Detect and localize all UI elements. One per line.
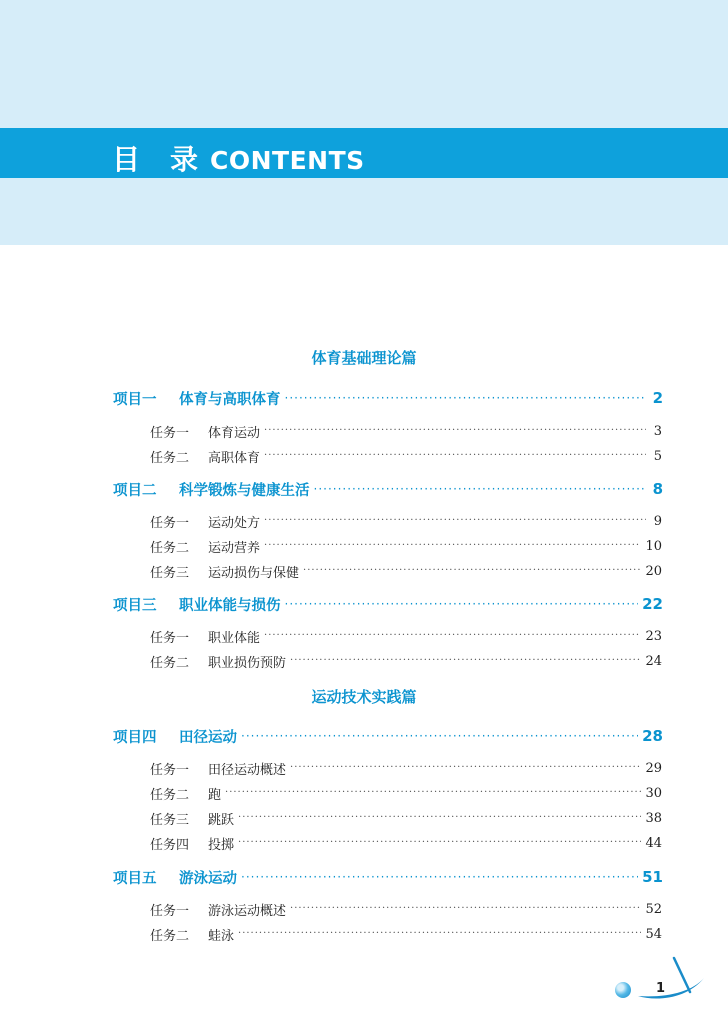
task-page: 3 [653, 423, 662, 439]
task-page: 44 [645, 835, 662, 851]
task-page: 24 [645, 653, 662, 669]
task-label: 任务二 [150, 787, 190, 803]
dot-leader [241, 871, 638, 883]
task-name: 运动处方 [208, 515, 261, 531]
task-name: 运动营养 [208, 540, 261, 556]
project-page: 8 [652, 480, 663, 498]
toc-task-row[interactable] [150, 626, 662, 646]
task-page: 52 [645, 901, 662, 917]
title-en: CONTENTS [210, 146, 365, 175]
dot-leader [264, 426, 646, 436]
dot-leader [285, 392, 646, 404]
task-name: 投掷 [208, 837, 235, 853]
dot-leader [314, 483, 646, 495]
task-label: 任务一 [150, 903, 190, 919]
task-name: 职业损伤预防 [208, 655, 287, 671]
project-name: 体育与高职体育 [179, 391, 281, 408]
project-name: 田径运动 [179, 729, 237, 746]
project-page: 51 [642, 868, 663, 886]
dot-leader [264, 451, 646, 461]
dot-leader [238, 929, 641, 939]
dot-leader [285, 598, 639, 610]
project-page: 22 [642, 595, 663, 613]
task-label: 任务一 [150, 762, 190, 778]
dot-leader [264, 516, 646, 526]
task-name: 体育运动 [208, 425, 261, 441]
toc-project-row[interactable] [113, 866, 663, 888]
section-title: 体育基础理论篇 [311, 349, 417, 367]
toc-task-row[interactable] [150, 783, 662, 803]
task-name: 跑 [208, 787, 222, 803]
project-label: 项目三 [113, 597, 157, 614]
toc-task-row[interactable] [150, 511, 662, 531]
dot-leader [290, 904, 641, 914]
toc-task-row[interactable] [150, 899, 662, 919]
task-page: 29 [645, 760, 662, 776]
toc-project-row[interactable] [113, 387, 663, 409]
task-page: 23 [645, 628, 662, 644]
task-name: 田径运动概述 [208, 762, 287, 778]
toc-task-row[interactable] [150, 446, 662, 466]
task-name: 高职体育 [208, 450, 261, 466]
project-label: 项目五 [113, 870, 157, 887]
task-page: 30 [645, 785, 662, 801]
task-page: 10 [645, 538, 662, 554]
dot-leader [303, 566, 641, 576]
task-label: 任务三 [150, 812, 190, 828]
task-name: 职业体能 [208, 630, 261, 646]
task-page: 38 [645, 810, 662, 826]
title-cn-2: 录 [170, 143, 199, 176]
task-label: 任务三 [150, 565, 190, 581]
project-label: 项目四 [113, 729, 157, 746]
task-name: 蛙泳 [208, 928, 235, 944]
toc-task-row[interactable] [150, 833, 662, 853]
task-page: 54 [645, 926, 662, 942]
project-label: 项目一 [113, 391, 157, 408]
dot-leader [290, 763, 641, 773]
task-label: 任务一 [150, 515, 190, 531]
toc-task-row[interactable] [150, 651, 662, 671]
project-page: 28 [642, 727, 663, 745]
task-page: 5 [653, 448, 662, 464]
task-label: 任务二 [150, 450, 190, 466]
dot-leader [238, 838, 641, 848]
project-name: 科学锻炼与健康生活 [179, 482, 310, 499]
task-label: 任务二 [150, 928, 190, 944]
project-name: 游泳运动 [179, 870, 237, 887]
task-name: 运动损伤与保健 [208, 565, 300, 581]
ball-icon [615, 982, 631, 998]
task-name: 跳跃 [208, 812, 235, 828]
dot-leader [264, 631, 641, 641]
toc-task-row[interactable] [150, 561, 662, 581]
swoosh-icon [636, 952, 706, 1002]
dot-leader [238, 813, 641, 823]
toc-task-row[interactable] [150, 924, 662, 944]
toc-task-row[interactable] [150, 758, 662, 778]
toc-task-row[interactable] [150, 421, 662, 441]
task-label: 任务二 [150, 540, 190, 556]
toc-project-row[interactable] [113, 725, 663, 747]
header-background [0, 0, 728, 245]
task-label: 任务一 [150, 425, 190, 441]
toc-task-row[interactable] [150, 536, 662, 556]
task-page: 20 [645, 563, 662, 579]
task-label: 任务四 [150, 837, 190, 853]
title-cn-1: 目 [112, 143, 141, 176]
task-label: 任务二 [150, 655, 190, 671]
project-page: 2 [652, 389, 663, 407]
section-title: 运动技术实践篇 [311, 688, 417, 706]
task-name: 游泳运动概述 [208, 903, 287, 919]
dot-leader [241, 730, 638, 742]
project-name: 职业体能与损伤 [179, 597, 281, 614]
page-number: 1 [656, 981, 666, 996]
toc-project-row[interactable] [113, 593, 663, 615]
page-title [112, 138, 365, 178]
dot-leader [264, 541, 641, 551]
toc-project-row[interactable] [113, 478, 663, 500]
dot-leader [290, 656, 641, 666]
dot-leader [225, 788, 641, 798]
project-label: 项目二 [113, 482, 157, 499]
task-page: 9 [653, 513, 662, 529]
toc-task-row[interactable] [150, 808, 662, 828]
task-label: 任务一 [150, 630, 190, 646]
